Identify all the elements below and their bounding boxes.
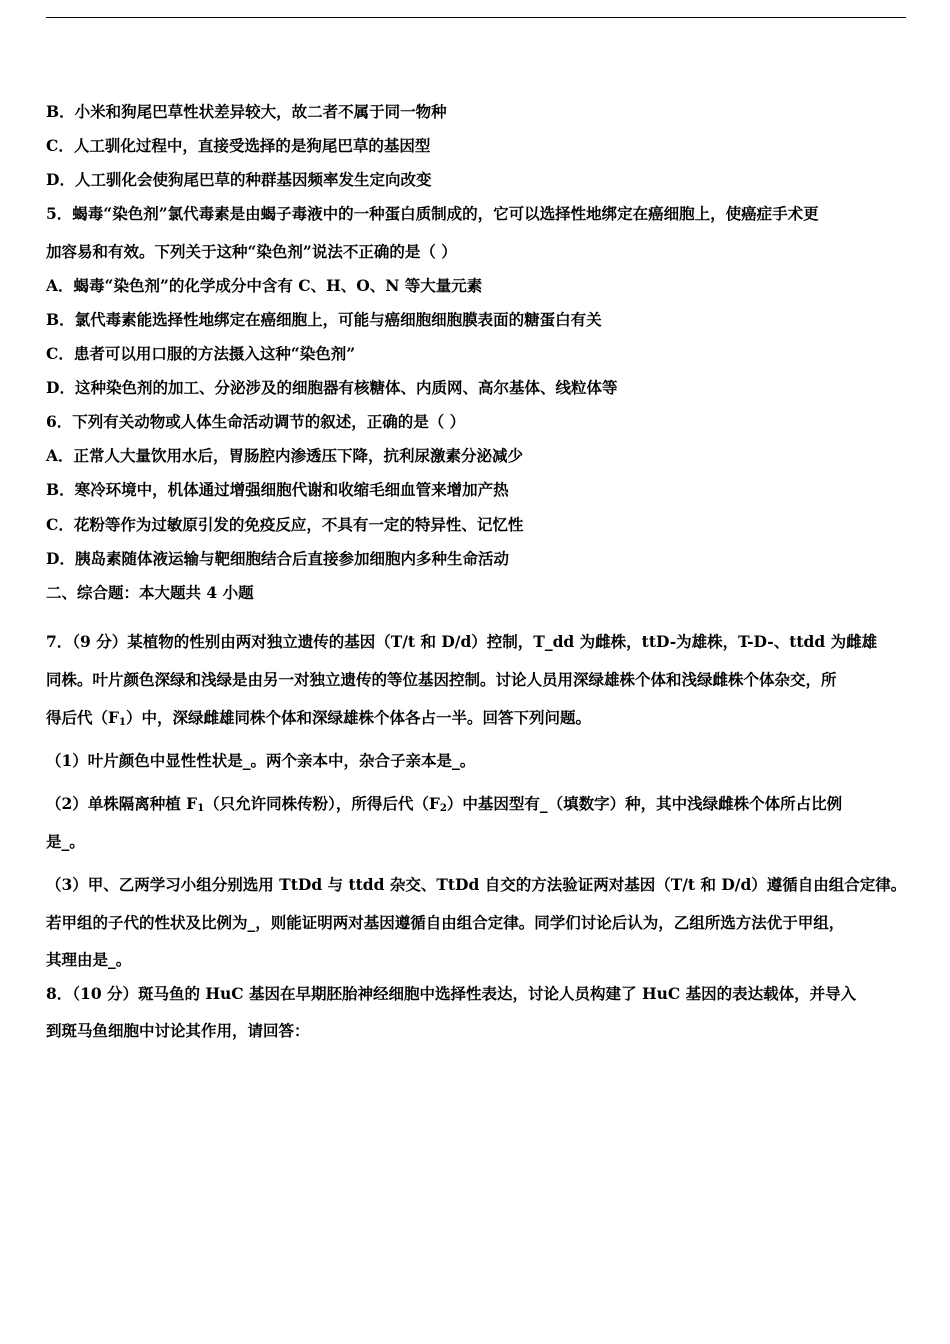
q7-part-3-line-1: （3）甲、乙两学习小组分别选用 TtDd 与 ttdd 杂交、TtDd 自交的方法验证两对基因（T/t 和 D/d）遵循自由组合定律。 (46, 875, 907, 894)
q7-part-1: （1）叶片颜色中显性性状是_。两个亲本中，杂合子亲本是_。 (46, 751, 476, 770)
q4-option-c: C．人工驯化过程中，直接受选择的是狗尾巴草的基因型 (46, 136, 431, 155)
q7-stem-line-3: 得后代$(F_1)$中，深绿雌雄同株个体和深绿雄株个体各占一半。回答下列问题。 (46, 708, 591, 728)
header-rule (46, 17, 906, 18)
q6-option-b: B．寒冷环境中，机体通过增强细胞代谢和收缩毛细血管来增加产热 (46, 480, 509, 499)
q4-option-d: D．人工驯化会使狗尾巴草的种群基因频率发生定向改变 (46, 170, 432, 189)
q4-option-b: B．小米和狗尾巴草性状差异较大，故二者不属于同一物种 (46, 102, 447, 121)
q8-stem-line-2: 到斑马鱼细胞中讨论其作用，请回答： (46, 1021, 310, 1040)
q5-option-d: D．这种染色剂的加工、分泌涉及的细胞器有核糖体、内质网、高尔基体、线粒体等 (46, 378, 618, 397)
q7-part-2-line-1: （2）单株隔离种植 $F_1$（只允许同株传粉），所得后代$(F_2)$中基因型有_（填数字）种，其中浅绿雌株个体所占比例 (46, 794, 843, 814)
q6-option-a: A．正常人大量饮用水后，胃肠腔内渗透压下降，抗利尿激素分泌减少 (46, 446, 524, 465)
q5-option-b: B．氯代毒素能选择性地绑定在癌细胞上，可能与癌细胞细胞膜表面的糖蛋白有关 (46, 310, 602, 329)
q7-part-3-line-3: 其理由是_。 (46, 950, 132, 969)
q5-stem-line-2: 加容易和有效。下列关于这种“染色剂”说法不正确的是（ ） (46, 242, 457, 261)
q5-stem-line-1: 5．蝎毒“染色剂”氯代毒素是由蝎子毒液中的一种蛋白质制成的，它可以选择性地绑定在癌细胞上，使癌症手术更 (46, 204, 819, 223)
q6-option-d: D．胰岛素随体液运输与靶细胞结合后直接参加细胞内多种生命活动 (46, 549, 509, 568)
q6-stem: 6．下列有关动物或人体生命活动调节的叙述，正确的是（ ） (46, 412, 466, 431)
section-2-heading: 二、综合题：本大题共 4 小题 (46, 583, 254, 602)
q7-stem-line-1: 7．（9 分）某植物的性别由两对独立遗传的基因（T/t 和 D/d）控制，T_dd 为雌株，ttD-为雄株，T-D-、ttdd 为雌雄 (46, 632, 878, 651)
q6-option-c: C．花粉等作为过敏原引发的免疫反应，不具有一定的特异性、记忆性 (46, 515, 524, 534)
q7-part-2-line-2: 是_。 (46, 832, 85, 851)
q7-stem-line-2: 同株。叶片颜色深绿和浅绿是由另一对独立遗传的等位基因控制。讨论人员用深绿雄株个体和浅绿雌株个体杂交，所 (46, 670, 837, 689)
q7-part-3-line-2: 若甲组的子代的性状及比例为_，则能证明两对基因遵循自由组合定律。同学们讨论后认为，乙组所选方法优于甲组， (46, 913, 845, 932)
q5-option-c: C．患者可以用口服的方法摄入这种“染色剂” (46, 344, 356, 363)
q8-stem-line-1: 8．（10 分）斑马鱼的 HuC 基因在早期胚胎神经细胞中选择性表达，讨论人员构建了 HuC 基因的表达载体，并导入 (46, 984, 857, 1003)
q5-option-a: A．蝎毒“染色剂”的化学成分中含有 C、H、O、N 等大量元素 (46, 276, 483, 295)
